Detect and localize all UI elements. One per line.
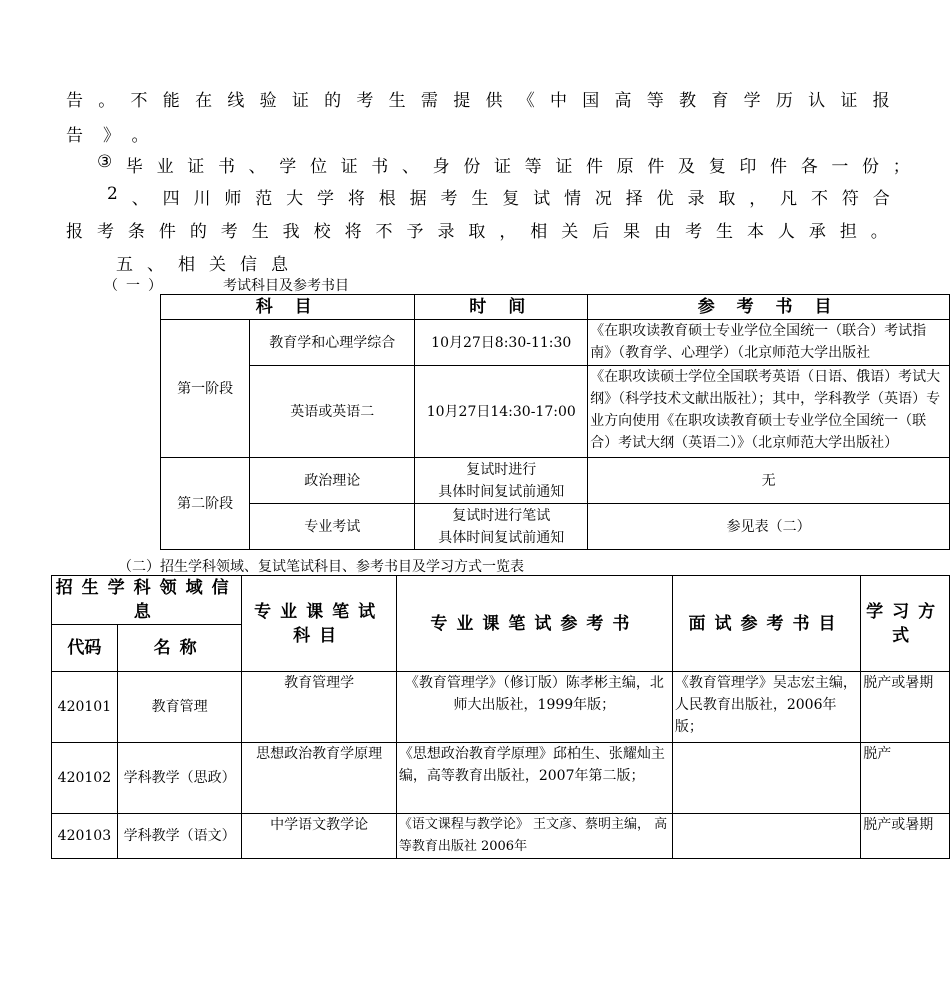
para-char: 学	[316, 189, 334, 209]
para-char: 录	[687, 189, 705, 209]
para-char: 符	[841, 189, 859, 209]
para-char: ；	[892, 157, 910, 177]
para-char: 考	[685, 222, 703, 242]
para-char: 的	[189, 222, 207, 242]
para-char: 考	[440, 189, 458, 209]
para-char: 将	[344, 222, 362, 242]
stage-2-cell: 第二阶段	[161, 458, 250, 550]
code-cell: 420103	[52, 814, 118, 859]
para-char: 校	[313, 222, 331, 242]
para-char: 条	[127, 222, 145, 242]
para-char: 及	[678, 157, 696, 177]
para-char: 件	[647, 157, 665, 177]
para-char: 历	[775, 91, 793, 111]
para-char: 优	[656, 189, 674, 209]
reference-cell: 参见表（二）	[588, 504, 950, 550]
para-char: 相	[530, 222, 548, 242]
para-char: 《	[517, 91, 535, 111]
para-line-1	[66, 86, 890, 111]
para-char: 复	[502, 189, 520, 209]
subject-cell: 政治理论	[250, 458, 415, 504]
para-char: 将	[347, 189, 365, 209]
para-char: 育	[711, 91, 729, 111]
para-char: 复	[708, 157, 726, 177]
para-char: 择	[625, 189, 643, 209]
reference-cell: 无	[588, 458, 950, 504]
para-char: 报	[872, 91, 890, 111]
time-cell: 10月27日8:30-11:30	[415, 320, 588, 366]
para-char: 各	[800, 157, 818, 177]
para-char: 件	[586, 157, 603, 177]
header-time: 时 间	[415, 295, 588, 320]
para-char: 在	[195, 91, 213, 111]
para-char: 一	[831, 157, 849, 177]
para-char: 关	[561, 222, 579, 242]
name-cell: 学科教学（思政）	[117, 743, 242, 814]
para-char: 等	[646, 91, 664, 111]
header-study-mode: 学习方式	[861, 576, 950, 672]
time-line-1: 复试时进行笔试	[452, 507, 551, 524]
para-char: 提	[453, 91, 471, 111]
para-char: ，	[499, 222, 517, 242]
para-char: 证	[493, 157, 511, 177]
para-char: 人	[777, 222, 795, 242]
para-line-4	[107, 184, 890, 209]
para-char: 四	[162, 189, 180, 209]
mode-cell: 脱产	[861, 743, 950, 814]
para-char: 证	[291, 91, 309, 111]
para-char: 中	[549, 91, 567, 111]
header-name: 名称	[117, 625, 242, 672]
para-char: 书	[371, 157, 389, 177]
para-char: 份	[463, 157, 481, 177]
code-cell: 420101	[52, 672, 118, 743]
para-char: 学	[279, 157, 297, 177]
para-char: 录	[437, 222, 455, 242]
para-char: 生	[388, 91, 406, 111]
time-cell: 10月27日14:30-17:00	[415, 366, 588, 458]
header-reference: 参 考 书 目	[588, 295, 950, 320]
enrollment-fields-table	[51, 575, 950, 859]
para-char: 合	[872, 189, 890, 209]
para-char: 证	[340, 157, 358, 177]
para-char: 毕	[125, 157, 143, 177]
para-char: 考	[356, 91, 374, 111]
time-line-1: 复试时进行	[466, 461, 537, 478]
para-char: 的	[324, 91, 342, 111]
para-char: 证	[555, 157, 573, 177]
book-cell: 《思想政治教育学原理》邱柏生、张耀灿主编，高等教育出版社，2007年第二版；	[396, 743, 672, 814]
para-char: 认	[808, 91, 826, 111]
para-char: 不	[375, 222, 393, 242]
book-cell: 《语文课程与教学论》 王文彦、蔡明主编， 高等教育出版社 2006年	[396, 814, 672, 859]
para-char: 试	[533, 189, 551, 209]
para-char: 大	[286, 189, 304, 209]
para-char: 件	[770, 157, 788, 177]
para-char: 承	[808, 222, 826, 242]
para-char: 情	[563, 189, 581, 209]
para-char: 后	[592, 222, 610, 242]
time-line-2: 具体时间复试前通知	[438, 483, 565, 500]
para-char: 报	[66, 222, 83, 242]
para-char: 本	[746, 222, 764, 242]
para-char: 不	[130, 91, 148, 111]
exam-cell: 中学语文教学论	[242, 814, 396, 859]
para-char: 位	[309, 157, 327, 177]
header-code: 代码	[52, 625, 118, 672]
para-char: 况	[594, 189, 612, 209]
mode-cell: 脱产或暑期	[861, 672, 950, 743]
para-char: 不	[810, 189, 828, 209]
para-line-2: 告》。	[66, 126, 169, 146]
para-char: 份	[862, 157, 880, 177]
para-char: 线	[227, 91, 245, 111]
exam-cell: 思想政治教育学原理	[242, 743, 396, 814]
para-char: 范	[255, 189, 273, 209]
para-char: 等	[524, 157, 542, 177]
para-char: 考	[220, 222, 238, 242]
para-char: 、	[401, 157, 419, 177]
name-cell: 学科教学（语文）	[117, 814, 242, 859]
para-char: 教	[679, 91, 697, 111]
para-line-3	[97, 152, 910, 177]
exam-cell: 教育管理学	[242, 672, 396, 743]
exam-subjects-table	[160, 294, 950, 550]
para-char: 考	[96, 222, 114, 242]
para-char: ，	[749, 189, 767, 209]
para-char: 予	[406, 222, 424, 242]
para-char: 果	[623, 222, 641, 242]
para-char: 能	[162, 91, 180, 111]
reference-cell: 《在职攻读教育硕士专业学位全国统一（联合）考试指南》（教育学、心理学）（北京师范大学出版社	[588, 320, 950, 366]
para-char: 由	[654, 222, 672, 242]
para-char: 业	[156, 157, 174, 177]
interview-cell	[672, 814, 860, 859]
time-line-2: 具体时间复试前通知	[438, 529, 565, 546]
para-char: 生	[471, 189, 489, 209]
para-char: 担	[839, 222, 857, 242]
reference-cell: 《在职攻读硕士学位全国联考英语（日语、俄语）考试大纲》（科学技术文献出版社）；其中，学科教学（英语）专业方向使用《在职攻读教育硕士专业学位全国统一（联合）考试大纲（英语二）》（北京师范大学出版社）	[588, 366, 950, 458]
para-char: 据	[409, 189, 427, 209]
para-char: 取	[718, 189, 736, 209]
para-char: 身	[432, 157, 450, 177]
code-cell: 420102	[52, 743, 118, 814]
book-cell: 《教育管理学》（修订版）陈孝彬主编，北师大出版社，1999年版；	[396, 672, 672, 743]
interview-cell	[672, 743, 860, 814]
sub1-number: （一）	[104, 278, 170, 294]
header-exam-subject: 专业课笔试科目	[242, 576, 396, 672]
para-char: 供	[485, 91, 503, 111]
para-char: 川	[193, 189, 211, 209]
header-interview-book: 面试参考书目	[672, 576, 860, 672]
para-char: 验	[259, 91, 277, 111]
header-exam-book: 专业课笔试参考书	[396, 576, 672, 672]
para-char: 取	[468, 222, 486, 242]
sub2-title: （二）招生学科领域、复试笔试科目、参考书目及学习方式一览表	[118, 559, 524, 575]
para-char: 证	[840, 91, 858, 111]
para-char: 根	[378, 189, 396, 209]
para-char: 需	[420, 91, 438, 111]
para-char: 师	[224, 189, 242, 209]
interview-cell: 《教育管理学》吴志宏主编，人民教育出版社，2006年版；	[672, 672, 860, 743]
para-char: 证	[187, 157, 205, 177]
para-char: 生	[716, 222, 734, 242]
para-char: 、	[131, 189, 149, 209]
stage-1-cell: 第一阶段	[161, 320, 250, 458]
para-char: 国	[582, 91, 600, 111]
para-char: 凡	[780, 189, 798, 209]
para-char: 我	[282, 222, 300, 242]
para-char: 。	[98, 91, 116, 111]
time-cell	[415, 458, 588, 504]
para-char: ③	[97, 152, 113, 172]
para-char: 、	[248, 157, 266, 177]
subject-cell: 教育学和心理学综合	[250, 320, 415, 366]
section-heading: 五、相关信息	[116, 255, 302, 275]
sub1-title: 考试科目及参考书目	[223, 278, 349, 294]
subject-cell: 英语或英语二	[250, 366, 415, 458]
para-char: 件	[158, 222, 176, 242]
header-subject: 科 目	[161, 295, 415, 320]
para-char: 。	[870, 222, 888, 242]
para-char: 原	[616, 157, 634, 177]
para-char: 印	[739, 157, 757, 177]
mode-cell: 脱产或暑期	[861, 814, 950, 859]
para-char: 书	[217, 157, 235, 177]
header-field-info: 招生学科领域信息	[52, 576, 242, 625]
time-cell	[415, 504, 588, 550]
para-char: 2	[107, 184, 118, 204]
para-line-5	[66, 217, 888, 242]
subject-cell: 专业考试	[250, 504, 415, 550]
para-char: 高	[614, 91, 632, 111]
name-cell: 教育管理	[117, 672, 242, 743]
para-char: 学	[743, 91, 761, 111]
para-char: 告	[66, 91, 83, 111]
para-char: 生	[251, 222, 269, 242]
